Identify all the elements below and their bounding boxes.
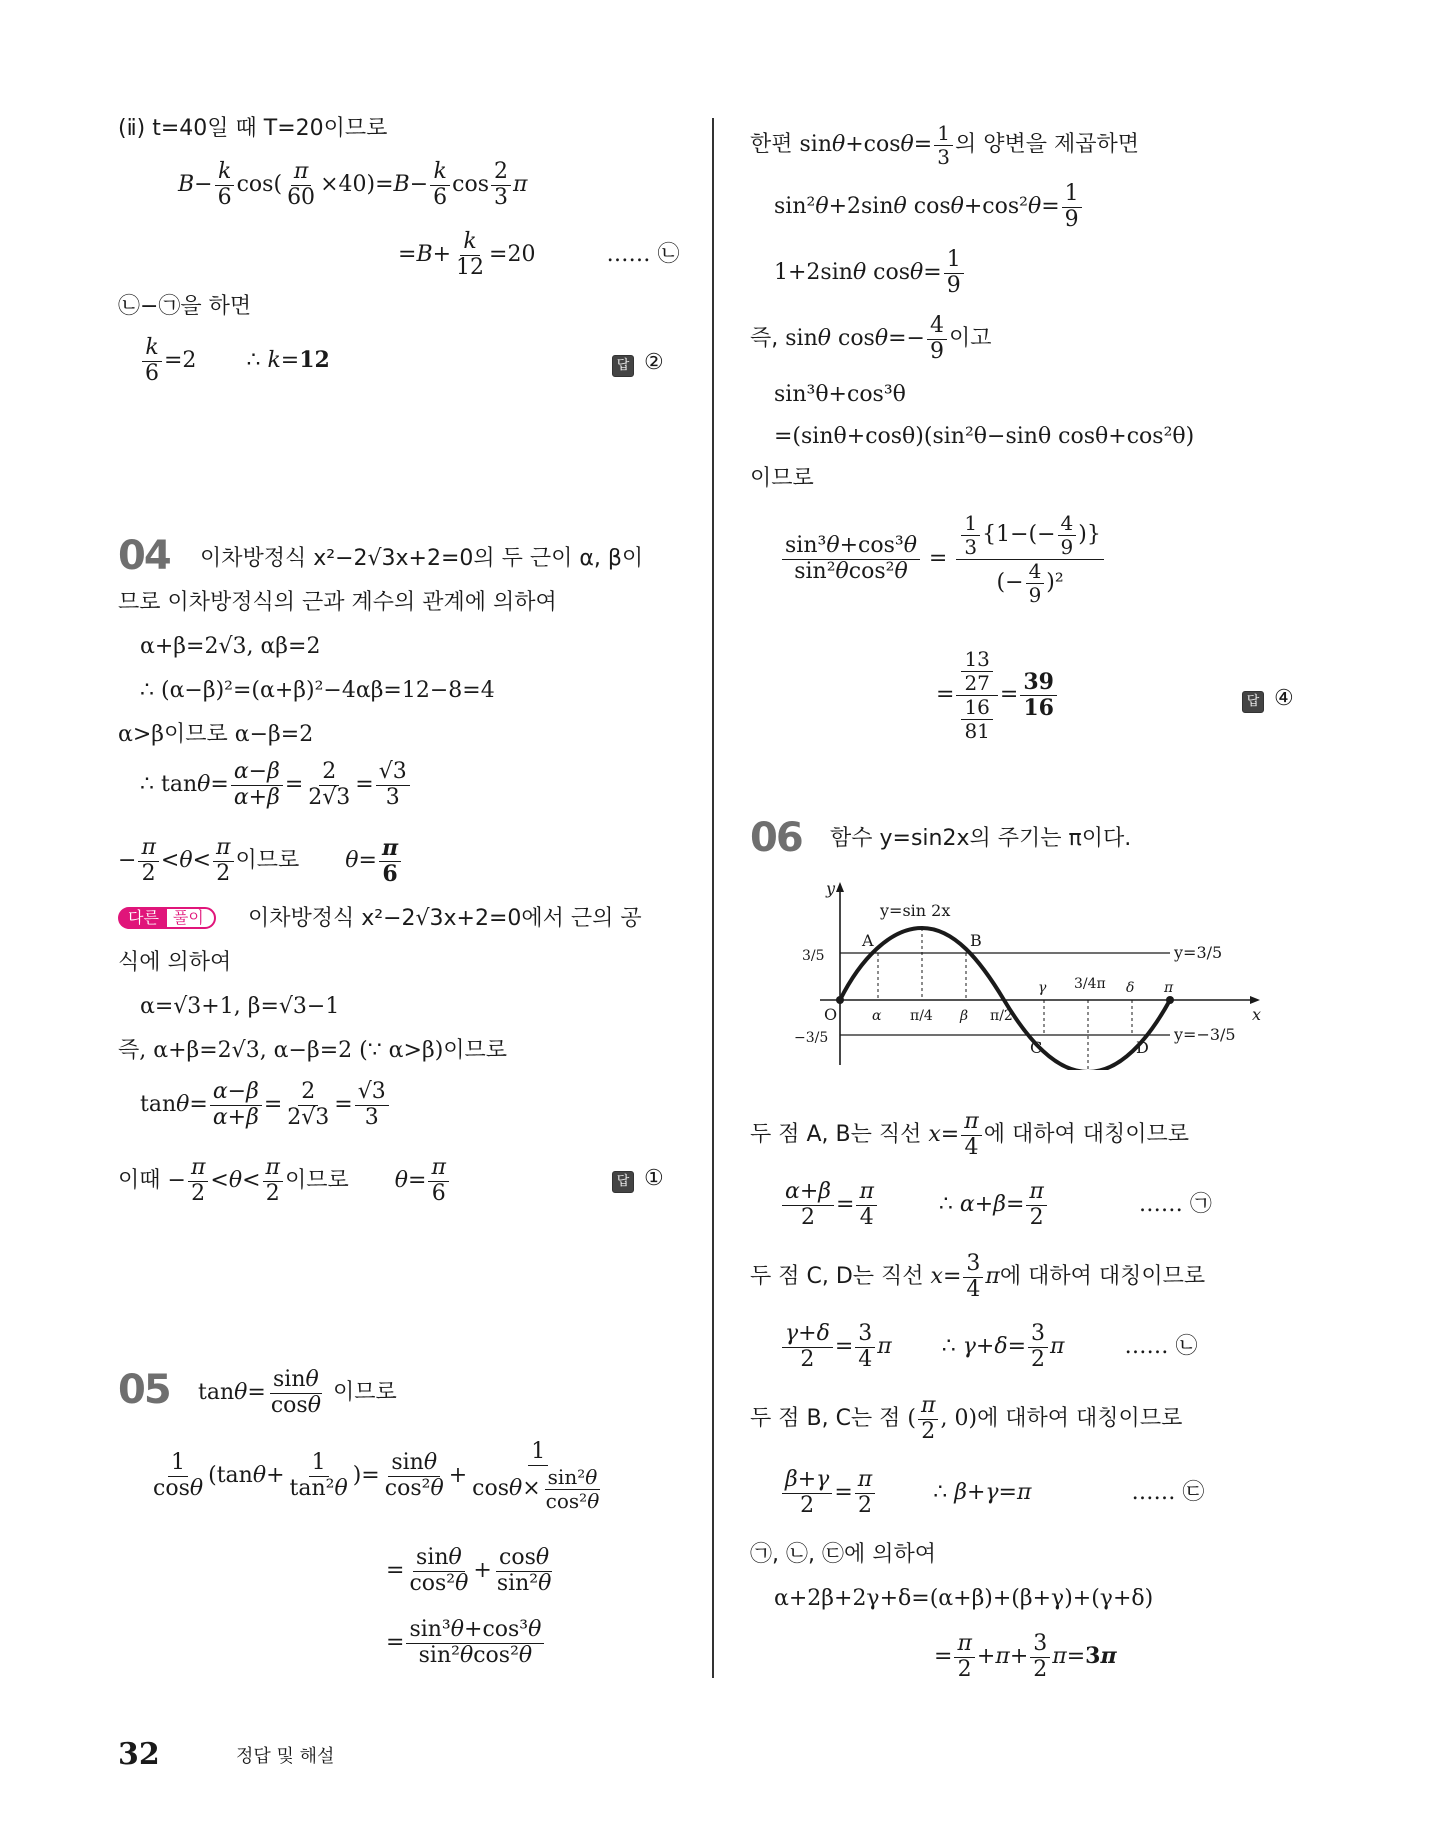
origin-dot bbox=[836, 996, 844, 1004]
point-a: A bbox=[862, 931, 874, 950]
lower-line-label: y=−3/5 bbox=[1174, 1025, 1236, 1044]
left-eq-2: =B+ $\frac{k}{12}$ =20 …… ㉡ bbox=[398, 229, 680, 281]
tick-beta: β bbox=[960, 1008, 969, 1024]
answer-2: 답 ① bbox=[612, 1168, 664, 1193]
tick-gamma: γ bbox=[1038, 980, 1047, 996]
r-line-3: 1+2sinθ cosθ= $\frac{1}{9}$ bbox=[774, 248, 966, 298]
tick-pi: π bbox=[1164, 980, 1174, 996]
y-axis-label: y bbox=[826, 880, 836, 898]
left-line-4: ㉡−㉠을 하면 bbox=[118, 294, 252, 319]
r-line-6: =(sinθ+cosθ)(sin²θ−sinθ cosθ+cos²θ) bbox=[774, 424, 1195, 449]
p05-eq-2: = $\frac{\sin\theta}{\text{cos²θ}}$ + $\frac{\cos\theta}{\text{sin²θ}}$ bbox=[386, 1545, 552, 1597]
point-c: C bbox=[1030, 1038, 1043, 1057]
p04-line-1: 이차방정식 x²−2√3x+2=0의 두 근이 α, β이 bbox=[200, 546, 644, 571]
p06-line-6: 두 점 B, C는 점 ( $\frac{\pi}{2}$ , 0)에 대하여 대칭이므로 bbox=[750, 1393, 1183, 1445]
column-divider bbox=[712, 118, 714, 1678]
p04-eq-tan-2: tanθ= $\frac{\alpha-\beta}{\alpha+\beta}$ = $\frac{2}{2√3}$ = $\frac{√3}{3}$ bbox=[140, 1080, 391, 1130]
tick-delta: δ bbox=[1126, 980, 1135, 996]
p06-line-8: ㉠, ㉡, ㉢에 의하여 bbox=[750, 1542, 936, 1567]
r-line-7: 이므로 bbox=[750, 466, 814, 491]
p04-line-8: 이차방정식 x²−2√3x+2=0에서 근의 공 bbox=[248, 906, 642, 931]
tick-pi4: π/4 bbox=[910, 1008, 933, 1024]
left-eq-1: B− $\frac{k}{6}$ cos( $\frac{\pi}{60}$ ×40)=B− $\frac{k}{6}$ cos $\frac{2}{3}$ π bbox=[178, 159, 528, 211]
answer-icon: 답 bbox=[1242, 691, 1264, 713]
p06-line-1: 함수 y=sin2x의 주기는 π이다. bbox=[830, 826, 1132, 851]
p06-line-5: $\frac{\gamma+\delta}{2}$ = $\frac{3}{4}$ π ∴ γ+δ= $\frac{3}{2}$ π …… ㉡ bbox=[780, 1322, 1197, 1372]
point-b: B bbox=[970, 931, 982, 950]
p06-line-7: $\frac{\beta+\gamma}{2}$ = $\frac{\pi}{2}$ ∴ β+γ=π …… ㉢ bbox=[780, 1468, 1204, 1518]
problem-06-number: 06 bbox=[750, 815, 802, 861]
r-eq-result: = $\frac{\frac{13}{27}}{\frac{16}{81}}$ = $\frac{39}{16}$ bbox=[936, 648, 1059, 742]
point-d: D bbox=[1136, 1038, 1149, 1057]
tick-3pi4: 3/4π bbox=[1074, 976, 1106, 992]
problem-04-number: 04 bbox=[118, 533, 170, 579]
tick-alpha: α bbox=[872, 1008, 882, 1024]
answer-1: 답 ② bbox=[612, 352, 664, 377]
left-eq-3: $\frac{k}{6}$ =2 ∴ k=12 bbox=[140, 336, 330, 386]
upper-line-label: y=3/5 bbox=[1174, 943, 1223, 962]
y-axis-arrow bbox=[836, 882, 844, 892]
p04-line-11: 즉, α+β=2√3, α−β=2 (∵ α>β)이므로 bbox=[118, 1038, 508, 1063]
r-line-2: sin²θ+2sinθ cosθ+cos²θ= $\frac{1}{9}$ bbox=[774, 182, 1084, 232]
p04-line-3: α+β=2√3, αβ=2 bbox=[140, 634, 321, 659]
p05-eq-1: $\frac{1}{\cos\theta}$ (tanθ+ $\frac{1}{\text{tan²θ}}$ )= $\frac{\sin\theta}{\text{cos²θ}}$ + 1 cosθ× $\frac{\text{sin²θ}}{\text{cos²θ}}$ bbox=[153, 1439, 600, 1514]
left-line-1: (ⅱ) t=40일 때 T=20이므로 bbox=[118, 116, 388, 141]
x-axis-arrow bbox=[1250, 996, 1260, 1004]
r-line-1: 한편 sinθ+cosθ= $\frac{1}{3}$ 의 양변을 제곱하면 bbox=[750, 121, 1139, 169]
sine-curve bbox=[840, 928, 1170, 1070]
p04-eq-tan: ∴ tanθ= $\frac{\alpha-\beta}{\alpha+\beta}$ = $\frac{2}{2√3}$ = $\frac{√3}{3}$ bbox=[140, 760, 412, 810]
p04-eq-range: − $\frac{\pi}{2}$ <θ< $\frac{\pi}{2}$ 이므로 θ= $\frac{\pi}{6}$ bbox=[118, 836, 403, 886]
p06-line-10: = $\frac{\pi}{2}$ +π+ $\frac{3}{2}$ π=3π bbox=[934, 1631, 1117, 1683]
answer-icon: 답 bbox=[612, 1171, 634, 1193]
p06-line-4: 두 점 C, D는 직선 x= $\frac{3}{4}$ π에 대하여 대칭이므로 bbox=[750, 1251, 1206, 1303]
p05-eq-3: = $\frac{\text{sin³θ+cos³θ}}{\text{sin²θcos²θ}}$ bbox=[386, 1618, 546, 1668]
footer-title: 정답 및 해설 bbox=[236, 1746, 335, 1767]
r-line-4: 즉, sinθ cosθ=− $\frac{4}{9}$ 이고 bbox=[750, 313, 992, 365]
page-number: 32 bbox=[118, 1737, 160, 1772]
p06-line-3: $\frac{\alpha+\beta}{2}$ = $\frac{\pi}{4}$ ∴ α+β= $\frac{\pi}{2}$ …… ㉠ bbox=[780, 1180, 1212, 1230]
curve-label: y=sin 2x bbox=[880, 901, 951, 920]
origin-label: O bbox=[824, 1005, 838, 1024]
p04-eq-range-2: 이때 − $\frac{\pi}{2}$ <θ< $\frac{\pi}{2}$ 이므로 θ= $\frac{\pi}{6}$ bbox=[118, 1156, 451, 1206]
alt-solution-badge: 다른 풀이 bbox=[118, 906, 216, 929]
problem-05-number: 05 bbox=[118, 1367, 170, 1413]
p04-line-2: 므로 이차방정식의 근과 계수의 관계에 의하여 bbox=[118, 590, 557, 615]
p06-line-9: α+2β+2γ+δ=(α+β)+(β+γ)+(γ+δ) bbox=[774, 1586, 1154, 1611]
p04-line-5: α>β이므로 α−β=2 bbox=[118, 722, 314, 747]
r-eq-big: $\frac{\text{sin³θ+cos³θ}}{\text{sin²θcos²θ}}$ = $\frac{1}{3}$ {1−(− $\frac{4}{9}$ )} (− $\frac{4}{9}$ )² bbox=[780, 512, 1106, 606]
tick-pi2: π/2 bbox=[990, 1008, 1013, 1024]
p05-line-1: tanθ= $\frac{\sin\theta}{\cos\theta}$ 이므로 bbox=[198, 1367, 397, 1419]
p04-line-4: ∴ (α−β)²=(α+β)²−4αβ=12−8=4 bbox=[140, 678, 495, 703]
x-axis-label: x bbox=[1252, 1005, 1262, 1024]
answer-icon: 답 bbox=[612, 355, 634, 377]
sine-graph bbox=[790, 880, 1270, 1070]
lower-tick: −3/5 bbox=[794, 1030, 829, 1046]
p06-line-2: 두 점 A, B는 직선 x= $\frac{\pi}{4}$ 에 대하여 대칭이므로 bbox=[750, 1109, 1189, 1161]
upper-tick: 3/5 bbox=[802, 948, 825, 964]
answer-3: 답 ④ bbox=[1242, 688, 1294, 713]
p04-line-9: 식에 의하여 bbox=[118, 950, 232, 975]
r-line-5: sin³θ+cos³θ bbox=[774, 382, 906, 407]
p04-line-10: α=√3+1, β=√3−1 bbox=[140, 994, 340, 1019]
pi-dot bbox=[1166, 996, 1174, 1004]
